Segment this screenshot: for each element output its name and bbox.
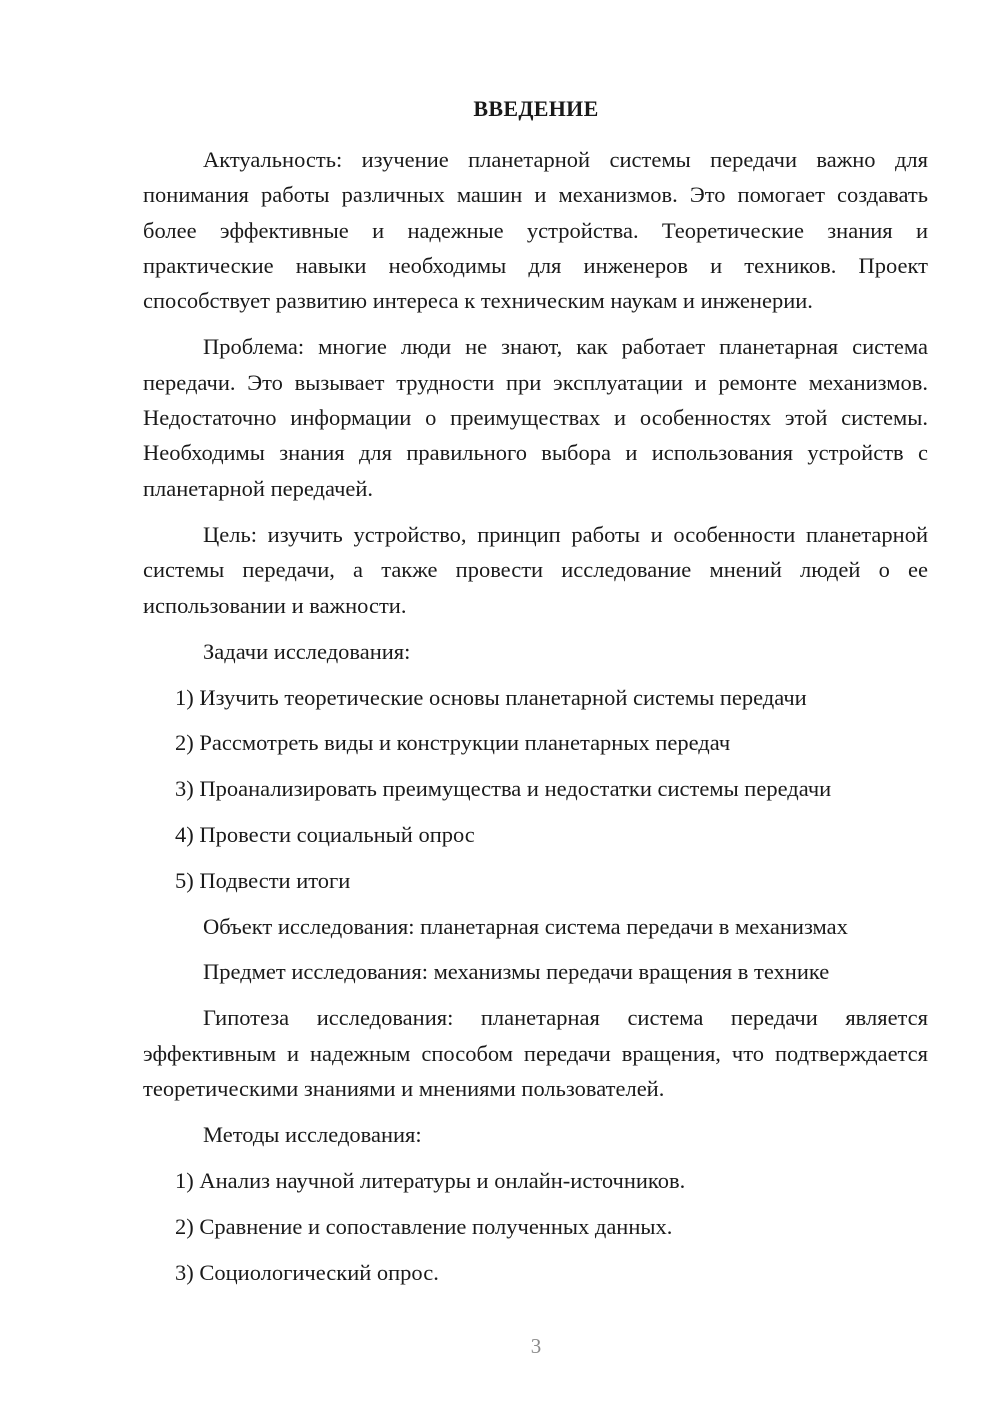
list-item: 2) Сравнение и сопоставление полученных данных.: [175, 1213, 673, 1239]
list-item: 3) Проанализировать преимущества и недостатки системы передачи: [175, 776, 832, 802]
list-item: 4) Провести социальный опрос: [175, 822, 475, 848]
methods-list: [143, 1163, 928, 1290]
methods-heading: Методы исследования:: [203, 1122, 422, 1148]
tasks-heading: Задачи исследования:: [203, 638, 411, 664]
relevance-paragraph: Актуальность: изучение планетарной системы передачи важно для понимания работы различных машин и механизмов. Это помогает создавать более эффективные и надежные устройства. Теоретические знания и практические навыки необходимы для инженеров и техников. Проект способствует развитию интереса к техническим наукам и инженерии.: [143, 147, 928, 314]
document-body: [143, 142, 928, 1300]
tasks-list: [143, 680, 928, 898]
list-item: 3) Социологический опрос.: [175, 1259, 439, 1285]
list-item: 1) Анализ научной литературы и онлайн-источников.: [175, 1167, 686, 1193]
problem-paragraph: Проблема: многие люди не знают, как работает планетарная система передачи. Это вызывает трудности при эксплуатации и ремонте механизмов. Недостаточно информации о преимуществах и особенностях этой системы. Необходимы знания для правильного выбора и использования устройств с планетарной передачей.: [143, 334, 928, 501]
page-title: ВВЕДЕНИЕ: [473, 96, 599, 121]
page-number: 3: [530, 1334, 542, 1358]
research-subject: Предмет исследования: механизмы передачи вращения в технике: [203, 959, 830, 985]
list-item: 1) Изучить теоретические основы планетарной системы передачи: [175, 684, 807, 710]
goal-paragraph: Цель: изучить устройство, принцип работы и особенности планетарной системы передачи, а также провести исследование мнений людей о ее использовании и важности.: [143, 521, 928, 618]
research-object: Объект исследования: планетарная система передачи в механизмах: [203, 913, 848, 939]
hypothesis-paragraph: Гипотеза исследования: планетарная система передачи является эффективным и надежным способом передачи вращения, что подтверждается теоретическими знаниями и мнениями пользователей.: [143, 1005, 928, 1101]
list-item: 5) Подвести итоги: [175, 867, 351, 893]
list-item: 2) Рассмотреть виды и конструкции планетарных передач: [175, 730, 731, 756]
